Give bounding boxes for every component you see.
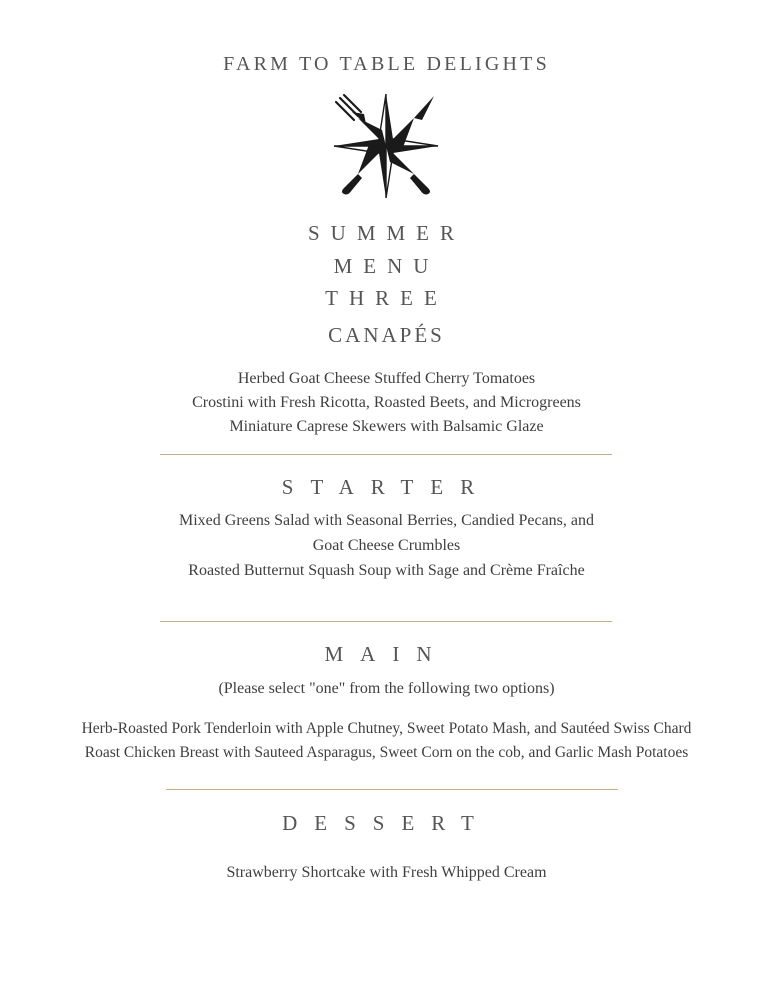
divider [166, 789, 618, 790]
divider [160, 454, 612, 455]
menu-number-title: THREE [325, 286, 448, 310]
main-item: Herb-Roasted Pork Tenderloin with Apple Chutney, Sweet Potato Mash, and Sautéed Swiss Chard [81, 720, 692, 737]
canapes-item: Herbed Goat Cheese Stuffed Cherry Tomatoes [237, 370, 536, 387]
canapes-item: Miniature Caprese Skewers with Balsamic Glaze [229, 418, 544, 435]
dessert-item: Strawberry Shortcake with Fresh Whipped Cream [226, 864, 547, 881]
menu-word-title: MENU [333, 254, 440, 278]
starter-item: Roasted Butternut Squash Soup with Sage and Crème Fraîche [188, 562, 585, 579]
main-note: (Please select "one" from the following two options) [218, 680, 555, 697]
season-title: SUMMER [307, 221, 466, 245]
canapes-item: Crostini with Fresh Ricotta, Roasted Beets, and Microgreens [192, 394, 581, 411]
main-title: MAIN [324, 642, 449, 666]
main-item: Roast Chicken Breast with Sauteed Asparagus, Sweet Corn on the cob, and Garlic Mash Potatoes [84, 744, 689, 761]
brand-title: FARM TO TABLE DELIGHTS [223, 53, 550, 75]
starter-item: Goat Cheese Crumbles [312, 537, 461, 554]
divider [160, 621, 612, 622]
canapes-title: CANAPÉS [328, 323, 445, 347]
dessert-title: DESSERT [282, 811, 491, 835]
star-fork-knife-icon [330, 90, 442, 202]
starter-title: STARTER [281, 475, 492, 499]
starter-item: Mixed Greens Salad with Seasonal Berries, Candied Pecans, and [178, 512, 594, 529]
